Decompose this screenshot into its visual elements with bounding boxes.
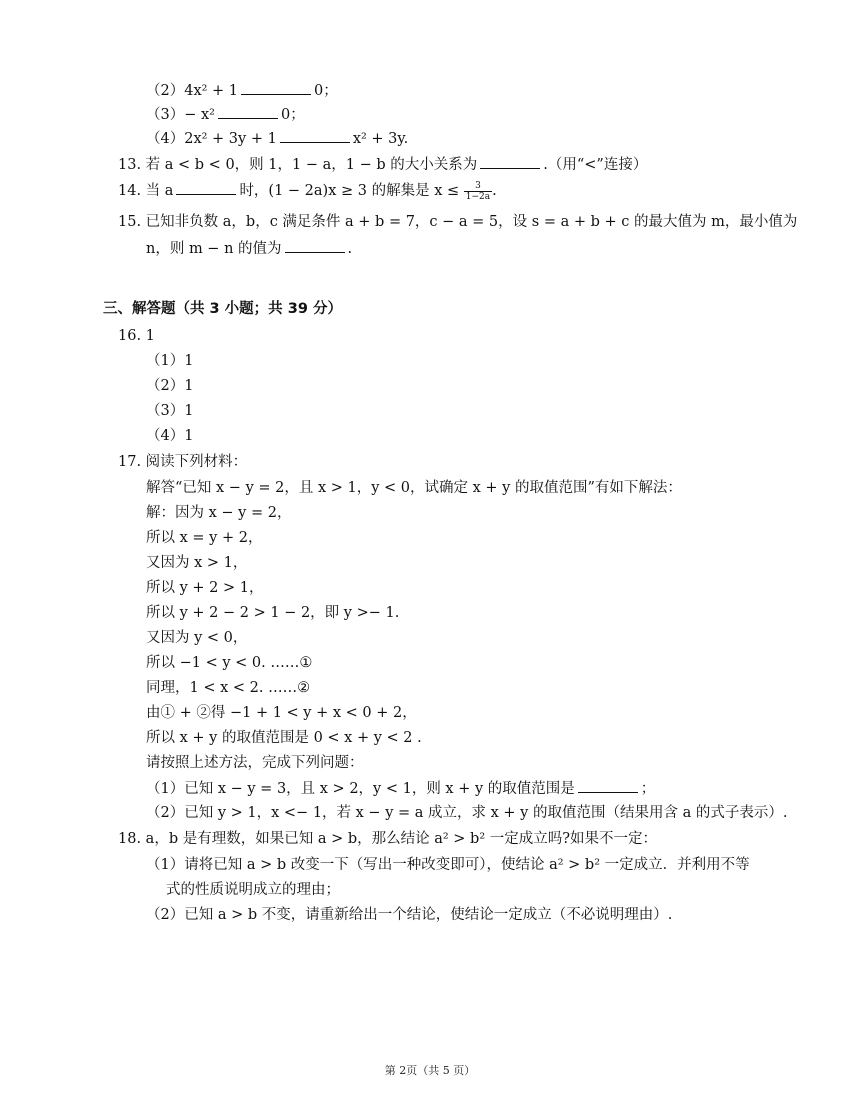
q12-part2: （2）4x² + 1 0； — [146, 80, 338, 101]
section-heading: 三、解答题（共 3 小题；共 39 分） — [103, 301, 342, 317]
q17-material: 又因为 y < 0， — [146, 630, 248, 646]
q17-material: 由① + ②得 −1 + 1 < y + x < 0 + 2， — [146, 705, 417, 721]
question-18: 18. a，b 是有理数，如果已知 a > b，那么结论 a² > b² 一定成立吗?如果不一定： — [118, 831, 658, 847]
q17-material: 同理，1 < x < 2. ……② — [146, 680, 311, 696]
question-17: 17. 阅读下列材料： — [118, 454, 248, 470]
q17-material: 所以 x + y 的取值范围是 0 < x + y < 2 . — [146, 730, 422, 746]
answer-blank[interactable] — [176, 180, 236, 195]
q17-material: 解：因为 x − y = 2， — [146, 505, 292, 521]
page-footer: 第 2页（共 5 页） — [384, 1064, 476, 1077]
q16-part1: （1）1 — [146, 353, 194, 369]
q12-part3: （3）− x² 0； — [146, 104, 305, 125]
answer-blank[interactable] — [578, 778, 638, 793]
q17-material: 所以 y + 2 > 1， — [146, 580, 264, 596]
question-15-line1: 15. 已知非负数 a，b，c 满足条件 a + b = 7，c − a = 5，设 s = a + b + c 的最大值为 m，最小值为 — [118, 214, 798, 230]
q17-part1: （1）已知 x − y = 3，且 x > 2，y < 1，则 x + y 的取值范围是 ； — [146, 778, 655, 799]
q18-part1: （1）请将已知 a > b 改变一下（写出一种改变即可），使结论 a² > b² 一定成立．并利用不等 — [146, 857, 750, 873]
q17-instruction: 请按照上述方法，完成下列问题： — [146, 755, 364, 771]
q17-material: 所以 y + 2 − 2 > 1 − 2，即 y >− 1. — [146, 605, 400, 621]
question-14: 14. 当 a 时，(1 − 2a)x ≥ 3 的解集是 x ≤ $\frac{3}{1-2a}$ . — [118, 180, 497, 202]
q16-part3: （3）1 — [146, 403, 194, 419]
q17-material: 又因为 x > 1， — [146, 555, 248, 571]
question-15-line2: n，则 m − n 的值为 . — [146, 238, 352, 259]
question-13: 13. 若 a < b < 0，则 1，1 − a，1 − b 的大小关系为 .（用“<”连接） — [118, 154, 647, 175]
q17-part2: （2）已知 y > 1，x <− 1，若 x − y = a 成立，求 x + y 的取值范围（结果用含 a 的式子表示）. — [146, 805, 788, 821]
q18-part2: （2）已知 a > b 不变，请重新给出一个结论，使结论一定成立（不必说明理由）. — [146, 907, 673, 923]
answer-blank[interactable] — [480, 154, 540, 169]
q17-material: 解答“已知 x − y = 2，且 x > 1，y < 0，试确定 x + y 的取值范围”有如下解法： — [146, 480, 682, 496]
q16-part2: （2）1 — [146, 378, 194, 394]
q17-material: 所以 x = y + 2， — [146, 530, 263, 546]
q17-material: 所以 −1 < y < 0. ……① — [146, 655, 313, 671]
fraction: $\frac{3}{1-2a}$ — [465, 180, 491, 202]
answer-blank[interactable] — [285, 238, 345, 253]
question-16: 16. 1 — [118, 328, 155, 344]
answer-blank[interactable] — [280, 128, 350, 143]
q12-part4: （4）2x² + 3y + 1 x² + 3y. — [146, 128, 408, 149]
q18-part1-cont: 式的性质说明成立的理由； — [166, 882, 340, 898]
q16-part4: （4）1 — [146, 428, 194, 444]
answer-blank[interactable] — [218, 104, 278, 119]
answer-blank[interactable] — [241, 80, 311, 95]
